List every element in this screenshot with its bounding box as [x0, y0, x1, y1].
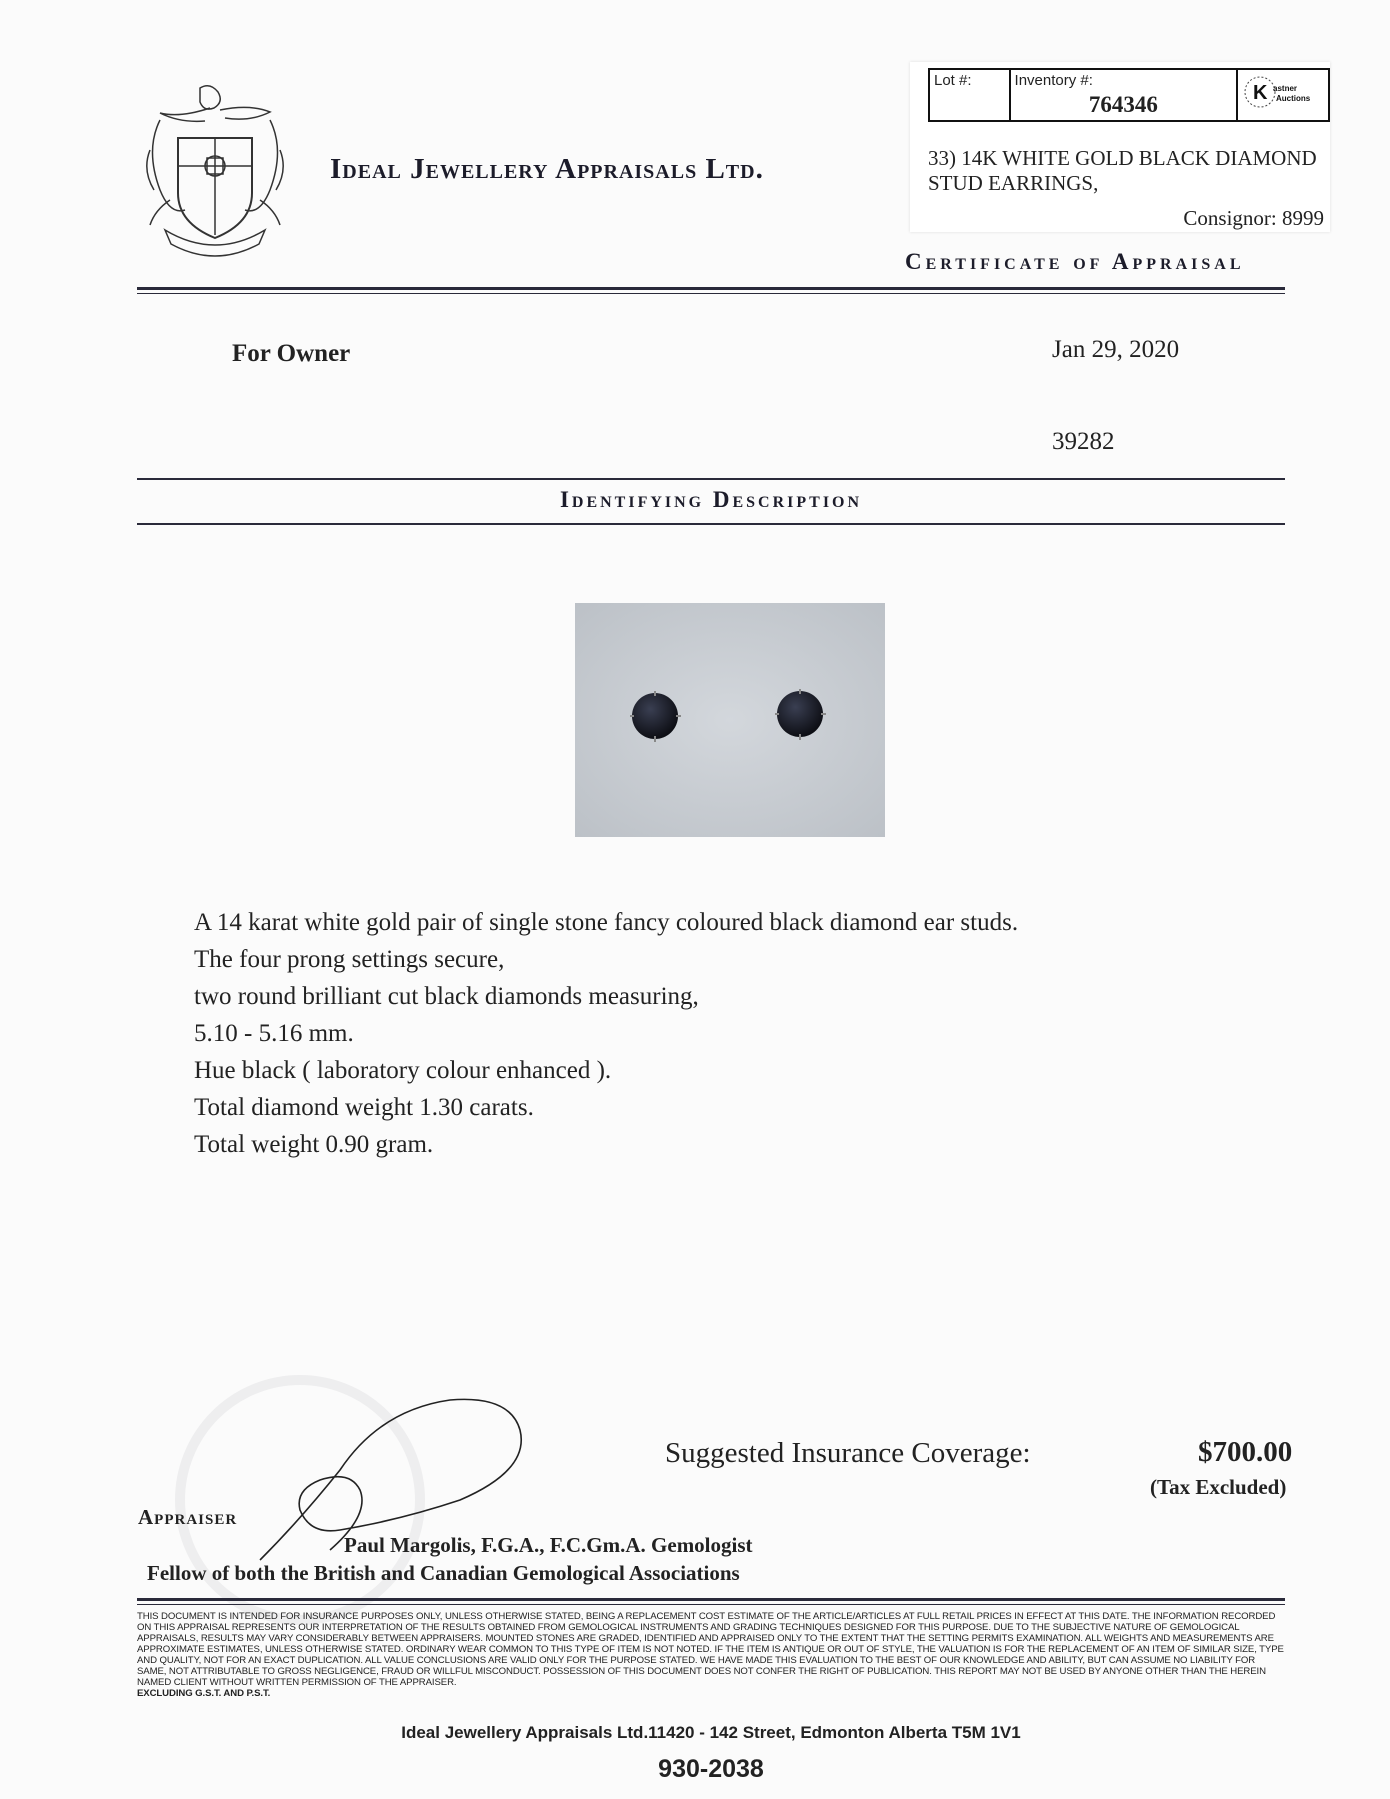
coat-of-arms-icon — [140, 80, 290, 270]
description-line: two round brilliant cut black diamonds measuring, — [194, 983, 699, 1010]
tax-note: (Tax Excluded) — [1150, 1475, 1287, 1499]
lot-description: 33) 14K WHITE GOLD BLACK DIAMOND STUD EARRINGS, — [928, 146, 1317, 195]
svg-text:K: K — [1253, 82, 1268, 104]
lot-inventory-table — [928, 68, 1330, 122]
lot-cell — [929, 69, 1010, 121]
footer-rule-thick — [137, 1598, 1285, 1601]
inventory-number: 764346 — [1088, 92, 1158, 117]
owner: For Owner — [232, 340, 351, 367]
section-title: Identifying Description — [559, 487, 863, 512]
description-line: The four prong settings secure, — [194, 946, 505, 973]
insurance-label: Suggested Insurance Coverage: — [665, 1437, 1031, 1469]
svg-text:astner: astner — [1273, 84, 1298, 93]
consignor: Consignor: 8999 — [1183, 206, 1324, 230]
earrings-image — [575, 603, 885, 837]
auction-logo — [1237, 69, 1329, 121]
footer-phone: 930-2038 — [658, 1755, 764, 1783]
disclaimer-tax: EXCLUDING G.S.T. AND P.S.T. — [137, 1688, 271, 1699]
appraiser-label: Appraiser — [138, 1505, 238, 1529]
description-line: Hue black ( laboratory colour enhanced ). — [194, 1057, 612, 1084]
header-rule-thin — [137, 293, 1285, 294]
company-name: Ideal Jewellery Appraisals Ltd. — [330, 153, 764, 185]
appraiser-fellowship: Fellow of both the British and Canadian Gemological Associations — [147, 1561, 740, 1585]
lot-label: Lot #: — [934, 72, 972, 89]
footer-rule-thin — [137, 1604, 1285, 1605]
section-rule-bottom — [137, 523, 1285, 525]
insurance-value: $700.00 — [1198, 1436, 1293, 1468]
appraiser-name: Paul Margolis, F.G.A., F.C.Gm.A. Gemologist — [344, 1533, 753, 1557]
appraisal-date: Jan 29, 2020 — [1052, 336, 1180, 363]
auction-logo-icon — [1242, 72, 1318, 112]
footer-address: Ideal Jewellery Appraisals Ltd.11420 - 142 Street, Edmonton Alberta T5M 1V1 — [401, 1723, 1021, 1742]
certificate-title: Certificate of Appraisal — [905, 249, 1245, 274]
description-line: 5.10 - 5.16 mm. — [194, 1020, 354, 1047]
description-line: Total diamond weight 1.30 carats. — [194, 1094, 534, 1121]
item-description — [194, 904, 1018, 1163]
inventory-label: Inventory #: — [1014, 72, 1093, 89]
auction-lot-tag — [910, 62, 1330, 232]
description-line: Total weight 0.90 gram. — [194, 1131, 434, 1158]
description-line: A 14 karat white gold pair of single stone fancy coloured black diamond ear studs. — [194, 909, 1019, 936]
svg-text:Auctions: Auctions — [1276, 94, 1311, 103]
inventory-cell — [1010, 69, 1238, 121]
header-rule-thick — [137, 287, 1285, 290]
reference-number: 39282 — [1052, 428, 1115, 455]
earrings-photo — [575, 603, 885, 837]
disclaimer — [137, 1611, 1285, 1699]
section-rule-top — [137, 478, 1285, 480]
disclaimer-text: THIS DOCUMENT IS INTENDED FOR INSURANCE PURPOSES ONLY, UNLESS OTHERWISE STATED, BEING A REPLACEMENT COST ESTIMATE OF THE ARTICLE/ARTICLES AT FULL RETAIL PRICES IN EFFECT AT THIS DATE. THE INFORMATION RECORDED ON THIS APPRAISAL REPRESENTS OUR INTERPRETATION OF THE RESULTS OBTAINED FROM GEMOLOGICAL INSTRUMENTS AND GRADING TECHNIQUES DESIGNED FOR THIS PURPOSE. DUE TO THE SUBJECTIVE NATURE OF GEMOLOGICAL APPRAISALS, RESULTS MAY VARY CONSIDERABLY BETWEEN APPRAISERS. MOUNTED STONES ARE GRADED, IDENTIFIED AND APPRAISED ONLY TO THE EXTENT THAT THE SETTING PERMITS EXAMINATION. ALL WEIGHTS AND MEASUREMENTS ARE APPROXIMATE ESTIMATES, UNLESS OTHERWISE STATED. ORDINARY WEAR COMMON TO THIS TYPE OF ITEM IS NOT NOTED. IF THE ITEM IS ANTIQUE OR OUT OF STYLE, THE VALUATION IS FOR THE REPLACEMENT OF AN ITEM OF SIMILAR SIZE, TYPE AND QUALITY, NOT FOR AN EXACT DUPLICATION. ALL VALUE CONCLUSIONS ARE VALID ONLY FOR THE PURPOSE STATED. WE HAVE MADE THIS EVALUATION TO THE BEST OF OUR KNOWLEDGE AND ABILITY, BUT CAN ASSUME NO LIABILITY FOR SAME, NOT ATTRIBUTABLE TO GROSS NEGLIGENCE, FRAUD OR WILLFUL MISCONDUCT. POSSESSION OF THIS DOCUMENT DOES NOT CONFER THE RIGHT OF PUBLICATION. THIS REPORT MAY NOT BE USED BY ANYONE OTHER THAN THE HEREIN NAMED CLIENT WITHOUT WRITTEN PERMISSION OF THE APPRAISER. — [137, 1611, 1284, 1688]
